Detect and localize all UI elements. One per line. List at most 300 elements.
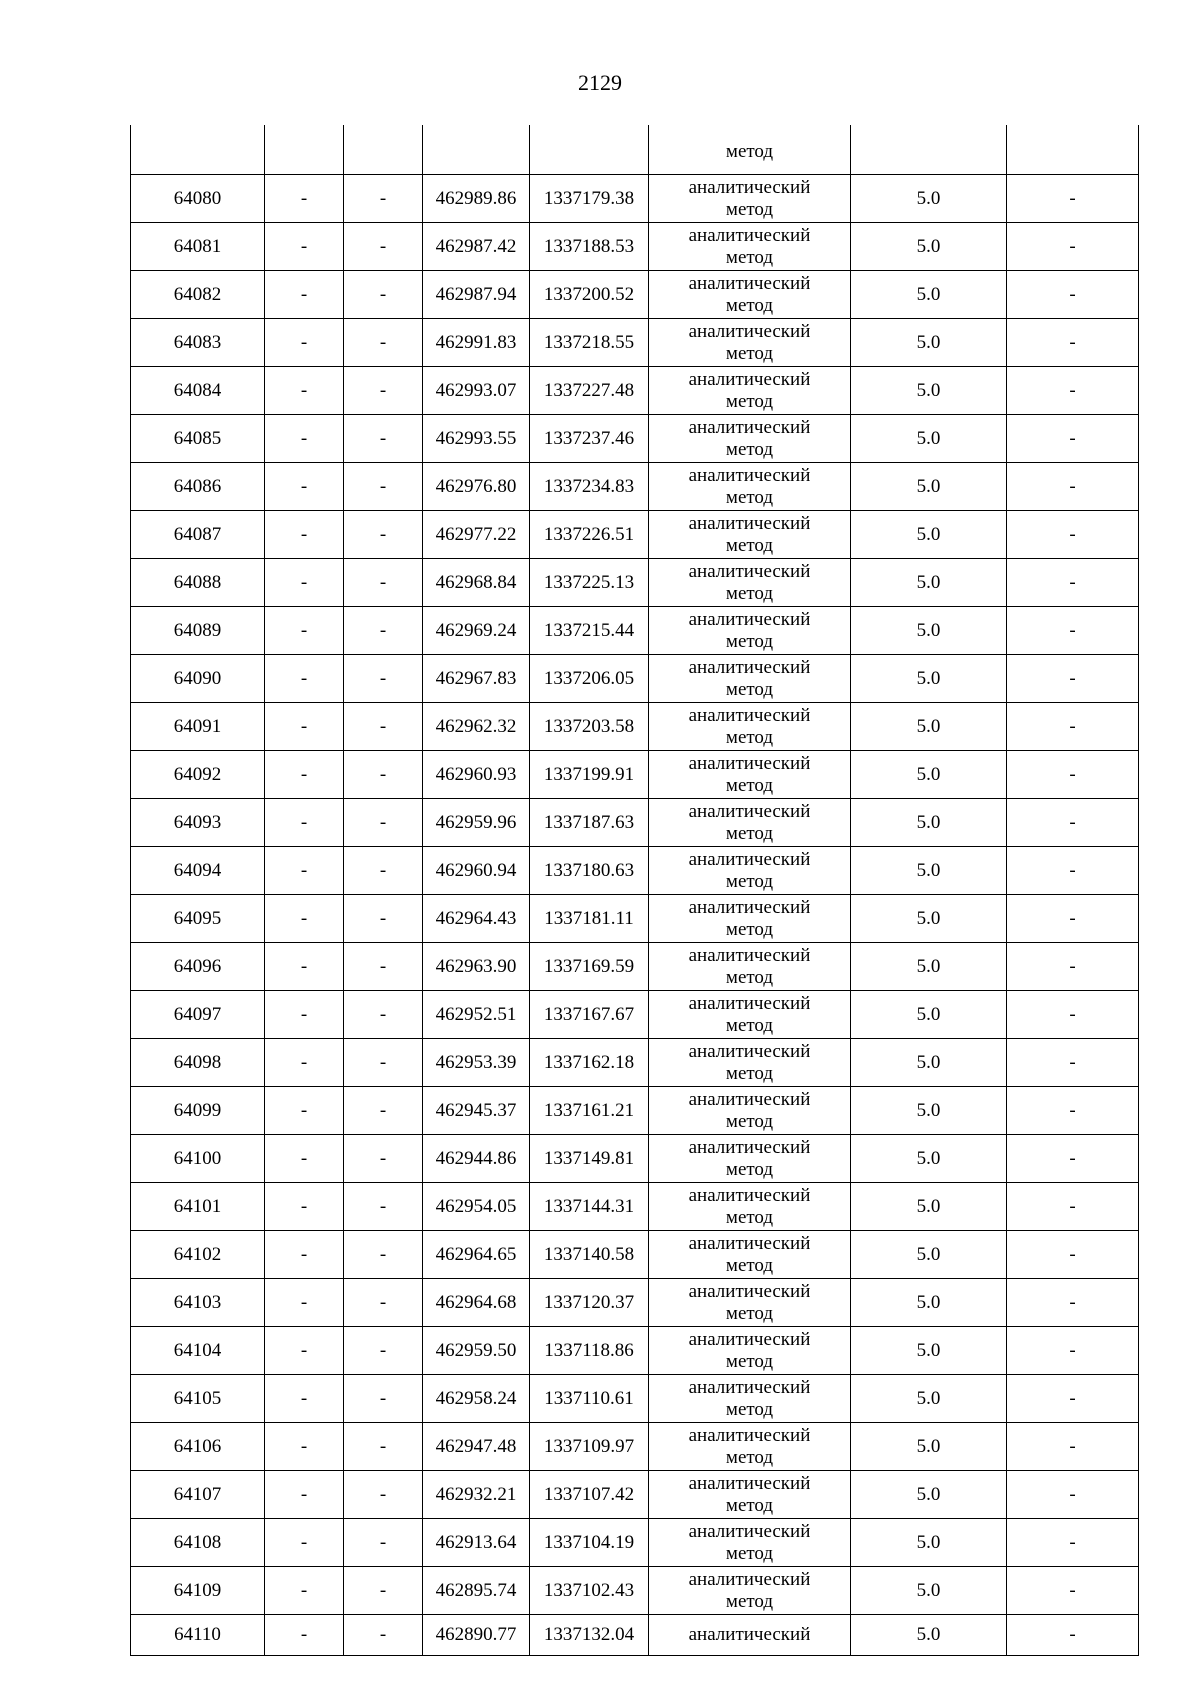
accuracy-cell: 5.0 <box>851 271 1007 319</box>
table-cell: - <box>344 1183 423 1231</box>
table-cell: - <box>265 1375 344 1423</box>
method-cell <box>649 607 851 655</box>
method-line-1: аналитический <box>688 1040 811 1062</box>
table-cell: - <box>1007 1567 1139 1615</box>
x-coordinate-cell: 462976.80 <box>423 463 530 511</box>
method-line-1: аналитический <box>688 368 811 390</box>
continued-row <box>131 125 1139 175</box>
table-cell: - <box>265 1471 344 1519</box>
table-row <box>131 367 1139 415</box>
point-number-cell: 64099 <box>131 1087 265 1135</box>
x-coordinate-cell: 462993.55 <box>423 415 530 463</box>
point-number-cell: 64105 <box>131 1375 265 1423</box>
y-coordinate-cell: 1337234.83 <box>530 463 649 511</box>
method-line-2: метод <box>725 822 774 844</box>
x-coordinate-cell: 462959.96 <box>423 799 530 847</box>
method-line-2: метод <box>725 774 774 796</box>
table-row <box>131 1375 1139 1423</box>
method-line-1: аналитический <box>688 176 811 198</box>
table-row <box>131 175 1139 223</box>
method-line-2: метод <box>725 870 774 892</box>
method-line-2: метод <box>725 918 774 940</box>
point-number-cell: 64103 <box>131 1279 265 1327</box>
y-coordinate-cell: 1337180.63 <box>530 847 649 895</box>
table-cell: - <box>265 1615 344 1656</box>
x-coordinate-cell: 462890.77 <box>423 1615 530 1656</box>
table-cell: - <box>1007 799 1139 847</box>
method-line-1: аналитический <box>688 320 811 342</box>
table-cell: - <box>344 607 423 655</box>
table-cell: - <box>344 703 423 751</box>
table-row <box>131 1087 1139 1135</box>
method-line-2: метод <box>725 1206 774 1228</box>
table-row <box>131 1039 1139 1087</box>
table-cell: - <box>1007 943 1139 991</box>
x-coordinate-cell: 462977.22 <box>423 511 530 559</box>
table-cell: - <box>1007 1471 1139 1519</box>
method-line-2: метод <box>725 1014 774 1036</box>
table-row <box>131 1279 1139 1327</box>
method-cell: аналитический <box>649 1615 851 1656</box>
table-row <box>131 943 1139 991</box>
table-cell: - <box>344 1039 423 1087</box>
method-line-2: метод <box>725 630 774 652</box>
point-number-cell: 64110 <box>131 1615 265 1656</box>
table-cell: - <box>265 991 344 1039</box>
table-cell: - <box>344 1567 423 1615</box>
x-coordinate-cell: 462968.84 <box>423 559 530 607</box>
method-cell <box>649 1423 851 1471</box>
accuracy-cell: 5.0 <box>851 367 1007 415</box>
method-cell <box>649 847 851 895</box>
method-line-2: метод <box>725 1542 774 1564</box>
x-coordinate-cell: 462991.83 <box>423 319 530 367</box>
x-coordinate-cell: 462964.65 <box>423 1231 530 1279</box>
accuracy-cell: 5.0 <box>851 655 1007 703</box>
y-coordinate-cell: 1337206.05 <box>530 655 649 703</box>
accuracy-cell: 5.0 <box>851 895 1007 943</box>
y-coordinate-cell: 1337132.04 <box>530 1615 649 1656</box>
table-cell: - <box>344 223 423 271</box>
x-coordinate-cell: 462954.05 <box>423 1183 530 1231</box>
method-line-1: аналитический <box>688 608 811 630</box>
y-coordinate-cell: 1337102.43 <box>530 1567 649 1615</box>
table-cell: - <box>265 703 344 751</box>
x-coordinate-cell: 462993.07 <box>423 367 530 415</box>
accuracy-cell: 5.0 <box>851 1423 1007 1471</box>
table-cell: - <box>1007 751 1139 799</box>
method-line-2: метод <box>725 1110 774 1132</box>
table-cell: - <box>265 655 344 703</box>
table-cell: - <box>344 415 423 463</box>
y-coordinate-cell: 1337109.97 <box>530 1423 649 1471</box>
accuracy-cell: 5.0 <box>851 943 1007 991</box>
method-line-1: аналитический <box>688 800 811 822</box>
table-cell: - <box>265 1183 344 1231</box>
point-number-cell: 64096 <box>131 943 265 991</box>
table-cell: - <box>1007 895 1139 943</box>
x-coordinate-cell: 462987.94 <box>423 271 530 319</box>
method-line-1: аналитический <box>688 1088 811 1110</box>
table-cell: - <box>344 1087 423 1135</box>
table-row <box>131 415 1139 463</box>
table-cell <box>344 125 423 175</box>
method-cell <box>649 991 851 1039</box>
method-line-1: аналитический <box>688 944 811 966</box>
method-line-1: аналитический <box>688 1136 811 1158</box>
method-line-2: метод <box>725 294 774 316</box>
table-cell: - <box>344 271 423 319</box>
table-cell: - <box>1007 415 1139 463</box>
table-cell <box>131 125 265 175</box>
table-row <box>131 799 1139 847</box>
accuracy-cell: 5.0 <box>851 175 1007 223</box>
table-row <box>131 1423 1139 1471</box>
point-number-cell: 64089 <box>131 607 265 655</box>
point-number-cell: 64083 <box>131 319 265 367</box>
table-cell: - <box>265 367 344 415</box>
method-line-2: метод <box>725 390 774 412</box>
point-number-cell: 64097 <box>131 991 265 1039</box>
y-coordinate-cell: 1337215.44 <box>530 607 649 655</box>
table-cell <box>265 125 344 175</box>
method-cell <box>649 895 851 943</box>
method-line-1: аналитический <box>688 1184 811 1206</box>
table-cell: - <box>265 847 344 895</box>
table-cell: - <box>265 751 344 799</box>
table-cell: - <box>1007 1519 1139 1567</box>
x-coordinate-cell: 462947.48 <box>423 1423 530 1471</box>
accuracy-cell: 5.0 <box>851 1327 1007 1375</box>
table-row <box>131 991 1139 1039</box>
method-line-1: аналитический <box>688 272 811 294</box>
table-cell: - <box>344 1279 423 1327</box>
table-cell: - <box>265 463 344 511</box>
table-cell: - <box>1007 991 1139 1039</box>
point-number-cell: 64088 <box>131 559 265 607</box>
accuracy-cell: 5.0 <box>851 319 1007 367</box>
method-cell <box>649 559 851 607</box>
accuracy-cell: 5.0 <box>851 751 1007 799</box>
table-row <box>131 1183 1139 1231</box>
point-number-cell: 64092 <box>131 751 265 799</box>
table-cell: - <box>344 655 423 703</box>
x-coordinate-cell: 462989.86 <box>423 175 530 223</box>
table-cell: - <box>1007 319 1139 367</box>
y-coordinate-cell: 1337237.46 <box>530 415 649 463</box>
accuracy-cell: 5.0 <box>851 1567 1007 1615</box>
method-line-1: аналитический <box>688 704 811 726</box>
table-row <box>131 271 1139 319</box>
table-row <box>131 847 1139 895</box>
x-coordinate-cell: 462969.24 <box>423 607 530 655</box>
accuracy-cell: 5.0 <box>851 1183 1007 1231</box>
table-cell: - <box>344 319 423 367</box>
table-cell: - <box>1007 1423 1139 1471</box>
point-number-cell: 64080 <box>131 175 265 223</box>
table-cell: - <box>344 1375 423 1423</box>
method-line-1: аналитический <box>688 1520 811 1542</box>
table-cell: - <box>344 463 423 511</box>
point-number-cell: 64084 <box>131 367 265 415</box>
y-coordinate-cell: 1337144.31 <box>530 1183 649 1231</box>
table-row <box>131 703 1139 751</box>
table-cell: - <box>265 559 344 607</box>
table-cell: - <box>344 943 423 991</box>
table-cell: - <box>344 847 423 895</box>
method-line-2: метод <box>725 438 774 460</box>
method-cell <box>649 1087 851 1135</box>
y-coordinate-cell: 1337218.55 <box>530 319 649 367</box>
page-number: 2129 <box>578 70 622 95</box>
method-line-1: аналитический <box>688 560 811 582</box>
y-coordinate-cell: 1337167.67 <box>530 991 649 1039</box>
table-row <box>131 463 1139 511</box>
method-cell <box>649 1471 851 1519</box>
method-cell <box>649 1567 851 1615</box>
table-cell: - <box>1007 559 1139 607</box>
table-row <box>131 1519 1139 1567</box>
accuracy-cell: 5.0 <box>851 463 1007 511</box>
table-cell: - <box>344 1519 423 1567</box>
table-cell: - <box>265 1039 344 1087</box>
table-cell <box>530 125 649 175</box>
method-line-2: метод <box>725 726 774 748</box>
table-cell: - <box>1007 703 1139 751</box>
coordinates-table <box>130 125 1139 1656</box>
table-cell: - <box>265 1423 344 1471</box>
table-row <box>131 655 1139 703</box>
table-row <box>131 1471 1139 1519</box>
table-cell: - <box>265 1327 344 1375</box>
method-line-2: метод <box>725 966 774 988</box>
method-line-2: метод <box>725 198 774 220</box>
y-coordinate-cell: 1337118.86 <box>530 1327 649 1375</box>
accuracy-cell: 5.0 <box>851 703 1007 751</box>
y-coordinate-cell: 1337188.53 <box>530 223 649 271</box>
method-cell: метод <box>649 125 851 175</box>
point-number-cell: 64102 <box>131 1231 265 1279</box>
table-cell: - <box>344 559 423 607</box>
method-line-1: аналитический <box>688 1472 811 1494</box>
accuracy-cell: 5.0 <box>851 415 1007 463</box>
accuracy-cell: 5.0 <box>851 1279 1007 1327</box>
method-line-2: метод <box>725 1350 774 1372</box>
x-coordinate-cell: 462913.64 <box>423 1519 530 1567</box>
table-cell: - <box>1007 463 1139 511</box>
accuracy-cell: 5.0 <box>851 1375 1007 1423</box>
y-coordinate-cell: 1337179.38 <box>530 175 649 223</box>
accuracy-cell: 5.0 <box>851 1087 1007 1135</box>
method-cell <box>649 463 851 511</box>
x-coordinate-cell: 462960.94 <box>423 847 530 895</box>
table-cell: - <box>1007 1279 1139 1327</box>
table-row <box>131 895 1139 943</box>
method-cell <box>649 1519 851 1567</box>
table-cell: - <box>265 1231 344 1279</box>
accuracy-cell: 5.0 <box>851 223 1007 271</box>
method-line-1: аналитический <box>688 848 811 870</box>
method-line-1: аналитический <box>688 464 811 486</box>
method-cell <box>649 223 851 271</box>
point-number-cell: 64100 <box>131 1135 265 1183</box>
table-cell: - <box>265 319 344 367</box>
x-coordinate-cell: 462964.43 <box>423 895 530 943</box>
method-cell <box>649 1039 851 1087</box>
method-line-2: метод <box>725 246 774 268</box>
table-cell: - <box>1007 607 1139 655</box>
y-coordinate-cell: 1337149.81 <box>530 1135 649 1183</box>
method-line-2: метод <box>725 1590 774 1612</box>
table-cell: - <box>344 991 423 1039</box>
y-coordinate-cell: 1337187.63 <box>530 799 649 847</box>
table-cell: - <box>344 1327 423 1375</box>
table-row <box>131 1615 1139 1656</box>
method-cell <box>649 271 851 319</box>
point-number-cell: 64085 <box>131 415 265 463</box>
method-cell <box>649 943 851 991</box>
point-number-cell: 64098 <box>131 1039 265 1087</box>
table-cell: - <box>265 799 344 847</box>
method-line-2: метод <box>725 342 774 364</box>
point-number-cell: 64101 <box>131 1183 265 1231</box>
x-coordinate-cell: 462895.74 <box>423 1567 530 1615</box>
table-cell: - <box>1007 367 1139 415</box>
point-number-cell: 64086 <box>131 463 265 511</box>
table-cell: - <box>1007 1327 1139 1375</box>
table-cell: - <box>1007 175 1139 223</box>
method-line-1: аналитический <box>688 992 811 1014</box>
table-cell: - <box>265 1519 344 1567</box>
table-cell: - <box>265 607 344 655</box>
accuracy-cell: 5.0 <box>851 1471 1007 1519</box>
x-coordinate-cell: 462952.51 <box>423 991 530 1039</box>
table-cell: - <box>265 223 344 271</box>
method-cell <box>649 319 851 367</box>
table-row <box>131 1327 1139 1375</box>
method-line-1: аналитический <box>688 1376 811 1398</box>
method-cell <box>649 511 851 559</box>
y-coordinate-cell: 1337161.21 <box>530 1087 649 1135</box>
method-line-2: метод <box>725 1302 774 1324</box>
accuracy-cell: 5.0 <box>851 1231 1007 1279</box>
y-coordinate-cell: 1337104.19 <box>530 1519 649 1567</box>
accuracy-cell: 5.0 <box>851 1519 1007 1567</box>
method-line-2: метод <box>725 486 774 508</box>
table-cell: - <box>344 1135 423 1183</box>
x-coordinate-cell: 462987.42 <box>423 223 530 271</box>
method-line-1: аналитический <box>688 512 811 534</box>
table-cell: - <box>265 511 344 559</box>
x-coordinate-cell: 462953.39 <box>423 1039 530 1087</box>
table-cell: - <box>265 1567 344 1615</box>
x-coordinate-cell: 462963.90 <box>423 943 530 991</box>
method-cell <box>649 655 851 703</box>
table-row <box>131 511 1139 559</box>
point-number-cell: 64104 <box>131 1327 265 1375</box>
y-coordinate-cell: 1337227.48 <box>530 367 649 415</box>
table-cell: - <box>344 1231 423 1279</box>
table-cell: - <box>1007 655 1139 703</box>
method-cell <box>649 799 851 847</box>
table-cell: - <box>265 895 344 943</box>
method-line-2: метод <box>725 534 774 556</box>
table-row <box>131 607 1139 655</box>
table-cell: - <box>344 1423 423 1471</box>
table-cell: - <box>344 1471 423 1519</box>
x-coordinate-cell: 462945.37 <box>423 1087 530 1135</box>
point-number-cell: 64106 <box>131 1423 265 1471</box>
accuracy-cell: 5.0 <box>851 511 1007 559</box>
method-cell <box>649 1375 851 1423</box>
table-cell: - <box>265 175 344 223</box>
method-cell <box>649 175 851 223</box>
x-coordinate-cell: 462964.68 <box>423 1279 530 1327</box>
point-number-cell: 64093 <box>131 799 265 847</box>
table-cell <box>851 125 1007 175</box>
y-coordinate-cell: 1337140.58 <box>530 1231 649 1279</box>
table-cell: - <box>344 895 423 943</box>
accuracy-cell: 5.0 <box>851 991 1007 1039</box>
accuracy-cell: 5.0 <box>851 559 1007 607</box>
point-number-cell: 64095 <box>131 895 265 943</box>
method-line-2: метод <box>725 1446 774 1468</box>
method-line-1: аналитический <box>688 1328 811 1350</box>
x-coordinate-cell: 462959.50 <box>423 1327 530 1375</box>
table-cell: - <box>265 415 344 463</box>
method-cell <box>649 367 851 415</box>
method-cell <box>649 751 851 799</box>
table-cell <box>1007 125 1139 175</box>
y-coordinate-cell: 1337120.37 <box>530 1279 649 1327</box>
point-number-cell: 64081 <box>131 223 265 271</box>
y-coordinate-cell: 1337181.11 <box>530 895 649 943</box>
method-line-2: метод <box>725 1398 774 1420</box>
table-cell: - <box>1007 1231 1139 1279</box>
method-cell <box>649 1231 851 1279</box>
table-cell: - <box>1007 511 1139 559</box>
point-number-cell: 64091 <box>131 703 265 751</box>
accuracy-cell: 5.0 <box>851 1135 1007 1183</box>
table-cell: - <box>1007 847 1139 895</box>
x-coordinate-cell: 462962.32 <box>423 703 530 751</box>
point-number-cell: 64109 <box>131 1567 265 1615</box>
accuracy-cell: 5.0 <box>851 1615 1007 1656</box>
y-coordinate-cell: 1337107.42 <box>530 1471 649 1519</box>
table-cell: - <box>1007 1135 1139 1183</box>
method-line-1: аналитический <box>688 224 811 246</box>
y-coordinate-cell: 1337226.51 <box>530 511 649 559</box>
method-line-1: аналитический <box>688 1424 811 1446</box>
table-cell: - <box>265 1135 344 1183</box>
table-cell: - <box>344 751 423 799</box>
table-row <box>131 1135 1139 1183</box>
point-number-cell: 64108 <box>131 1519 265 1567</box>
y-coordinate-cell: 1337225.13 <box>530 559 649 607</box>
table-cell <box>423 125 530 175</box>
accuracy-cell: 5.0 <box>851 1039 1007 1087</box>
accuracy-cell: 5.0 <box>851 799 1007 847</box>
method-line-1: аналитический <box>688 1280 811 1302</box>
x-coordinate-cell: 462932.21 <box>423 1471 530 1519</box>
method-line-1: аналитический <box>688 656 811 678</box>
method-line-1: аналитический <box>688 1232 811 1254</box>
method-cell <box>649 1279 851 1327</box>
table-cell: - <box>265 1087 344 1135</box>
method-line-1: аналитический <box>688 416 811 438</box>
point-number-cell: 64090 <box>131 655 265 703</box>
method-line-2: метод <box>725 1254 774 1276</box>
